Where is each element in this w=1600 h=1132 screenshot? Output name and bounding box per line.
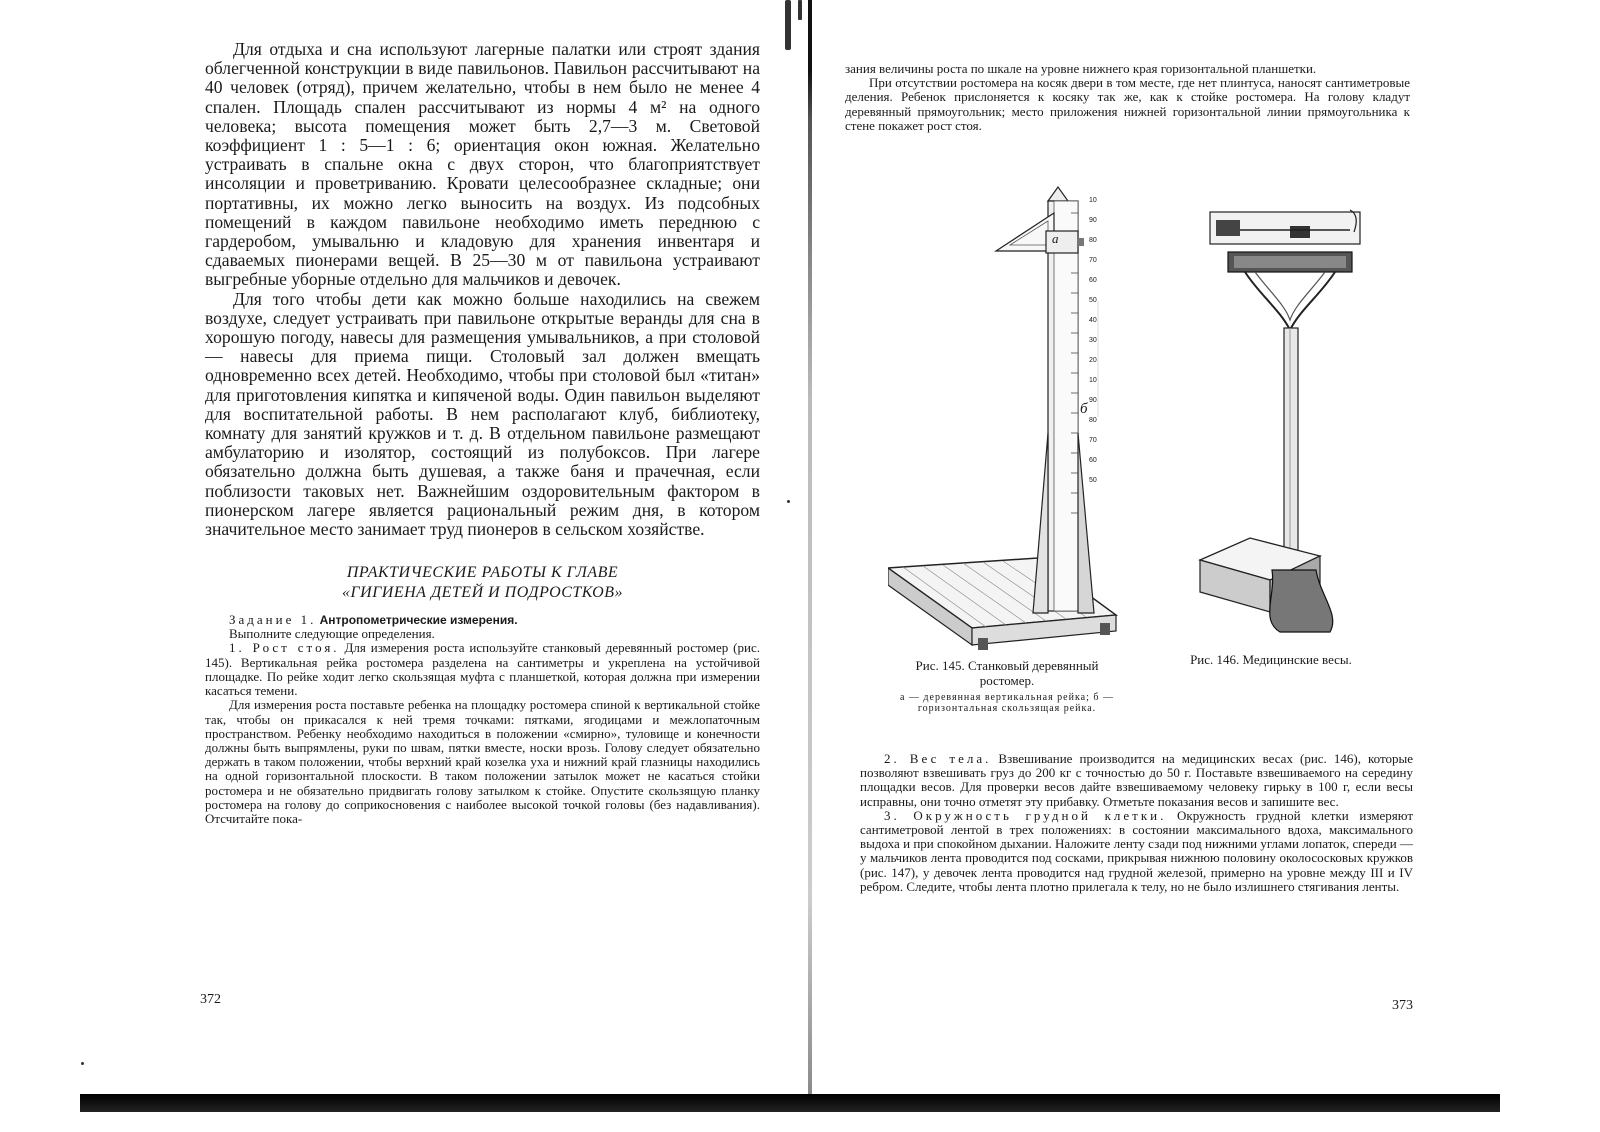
- label-b: б: [1080, 401, 1088, 417]
- scale-tick-label: 30: [1089, 337, 1097, 344]
- scan-bottom-edge: [80, 1094, 1500, 1112]
- figure-145-stadiometer: [888, 183, 1128, 653]
- figure-146-medical-scales: [1190, 200, 1380, 640]
- figure-145-legend: а — деревянная вертикальная рейка; б — горизонтальная скользящая рейка.: [899, 692, 1114, 714]
- paragraph: Для измерения роста поставьте ребенка на площадку ростомера спиной к вертикальной стойке так, чтобы он прикасался к ней тремя точками: пятками, ягодицами и межлопаточным пространством. Ребенку необходимо находиться в положении «смирно», туловище и конечности должны быть выпрямлены, руки по швам, пятки вместе, носки врозь. Голову следует обязательно держать в таком положении, чтобы верхний край козелка уха и нижний край глазницы находились на одной горизонтальной плоскости. В таком положении затылок может не касаться стойки ростомера и не обязательно придвигать голову затылком к стойке. Опустите скользящую планку ростомера на голову до соприкосновения с наиболее высокой точкой головы (без надавливания). Отсчитайте пока-: [205, 697, 760, 826]
- item-label: 3. Окружность грудной клетки.: [884, 807, 1167, 823]
- item-text: Взвешивание производится на медицинских весах (рис. 146), которые позволяют взвешивать груз до 200 кг с точностью до 50 г. Поставьте взвешиваемого на середину площадки весов. Для проверки весов дайте взвешиваемому человеку гирьку в 100 г, если весы исправны, они точно отметят эту прибавку. Отметьте показания весов и запишите вес.: [860, 751, 1413, 809]
- scale-tick-label: 80: [1089, 237, 1097, 244]
- right-page-lower: [860, 752, 1413, 894]
- scale-tick-label: 90: [1089, 397, 1097, 404]
- left-page: [205, 40, 760, 826]
- item-rost-stoya: [205, 641, 760, 698]
- scale-tick-label: 70: [1089, 257, 1097, 264]
- scale-tick-label: 40: [1089, 317, 1097, 324]
- item-label: 1. Рост стоя.: [229, 640, 340, 656]
- scan-artifact: [785, 0, 791, 50]
- item-text: Окружность грудной клетки измеряют сантиметровой лентой в трех положениях: в состоянии максимального вдоха, максимального выдоха и при спокойном дыхании. Наложите ленту сзади под нижними углами лопаток, спереди — у мальчиков лента проводится под сосками, прикрывая нижнюю половину околососковых кружков (рис. 147), у девочек лента проводится над грудной железой, примерно на уровне между III и IV ребром. Следите, чтобы лента плотно прилегала к телу, но не было излишнего стягивания ленты.: [860, 807, 1413, 894]
- task-title: [229, 613, 760, 627]
- scale-tick-label: 10: [1089, 377, 1097, 384]
- item-text: Для измерения роста используйте станковый деревянный ростомер (рис. 145). Вертикальная рейка ростомера разделена на сантиметры и укреплена на устойчивой площадке. По рейке ходит легко скользящая муфта с планшеткой, которая должна при измерении касаться темени.: [205, 640, 760, 699]
- task-label: Задание 1.: [229, 612, 317, 628]
- scale-numbers: [1089, 191, 1103, 491]
- book-spine: [808, 0, 812, 1100]
- scan-artifact: [787, 500, 790, 503]
- heading-line: «ГИГИЕНА ДЕТЕЙ И ПОДРОСТКОВ»: [342, 584, 623, 602]
- scale-tick-label: 20: [1089, 357, 1097, 364]
- paragraph: Для того чтобы дети как можно больше находились на свежем воздухе, следует устраивать при павильоне открытые веранды для сна в хорошую погоду, навесы для размещения умывальников, а при столовой — навесы для приема пищи. Столовый зал должен вмещать одновременно всех детей. Необходимо, чтобы при столовой был «титан» для приготовления кипятка и кипяченой воды. Один павильон выделяют для воспитательной работы. В нем располагают клуб, библиотеку, комнату для занятий кружков и т. д. В отдельном павильоне размещают амбулаторию и изолятор, состоящий из полубоксов. При лагере обязательно должна быть душевая, а также баня и прачечная, если поблизости таковых нет. Важнейшим оздоровительным фактором в пионерском лагере является рациональный режим дня, в котором значительное место занимает труд пионеров в сельском хозяйстве.: [205, 288, 760, 540]
- item-label: 2. Вес тела.: [884, 751, 992, 766]
- item-okruzhnost: [860, 809, 1413, 894]
- scan-artifact: [798, 0, 802, 20]
- scale-tick-label: 90: [1089, 217, 1097, 224]
- scale-tick-label: 10: [1089, 197, 1097, 204]
- scale-tick-label: 60: [1089, 457, 1097, 464]
- scale-tick-label: 70: [1089, 437, 1097, 444]
- task-intro: Выполните следующие определения.: [229, 626, 435, 642]
- paragraph: При отсутствии ростомера на косяк двери в том месте, где нет плинтуса, наносят сантиметровые деления. Ребенок прислоняется к косяку так же, как к стойке ростомера. На голову кладут деревянный прямоугольник; место приложения нижней горизонтальной линии прямоугольника к стене покажет рост стоя.: [845, 75, 1410, 133]
- item-ves-tela: [860, 752, 1413, 809]
- paragraph: зания величины роста по шкале на уровне нижнего края горизонтальной планшетки.: [845, 61, 1317, 76]
- page-number: 372: [200, 992, 221, 1007]
- scale-tick-label: 50: [1089, 297, 1097, 304]
- figure-145-caption: Рис. 145. Станковый деревянный ростомер.: [915, 658, 1099, 688]
- scale-tick-label: 60: [1089, 277, 1097, 284]
- right-page: [845, 62, 1410, 133]
- scale-tick-label: 50: [1089, 477, 1097, 484]
- scale-tick-label: 80: [1089, 417, 1097, 424]
- paragraph: Для отдыха и сна используют лагерные палатки или строят здания облегченной конструкции в виде павильонов. Павильон рассчитывают на 40 человек (отряд), причем желательно, чтобы в нем было не менее 4 спален. Площадь спален рассчитывают из нормы 4 м² на одного человека; высота помещения может быть 2,7—3 м. Световой коэффициент 1 : 5—1 : 6; ориентация окон южная. Желательно устраивать в спальне окна с двух сторон, что благоприятствует инсоляции и проветриванию. Кровати целесообразнее складные; они портативны, их можно легко выносить на воздух. Из подсобных помещений в каждом павильоне необходимо иметь переднюю с гардеробом, умывальню и кладовую для хранения инвентаря и сдаваемых пионерами вещей. В 25—30 м от павильона устраивают выгребные уборные отдельно для мальчиков и девочек.: [205, 39, 760, 290]
- page-number: 373: [1392, 998, 1413, 1013]
- label-a: а: [1052, 231, 1059, 246]
- figure-145-caption-block: [890, 658, 1124, 714]
- figure-146-caption: Рис. 146. Медицинские весы.: [1190, 652, 1352, 667]
- heading-line: ПРАКТИЧЕСКИЕ РАБОТЫ К ГЛАВЕ: [346, 564, 619, 582]
- scales-illustration: [1190, 200, 1380, 640]
- scan-artifact: [81, 1062, 84, 1065]
- section-heading: [205, 563, 760, 603]
- task-name: Антропометрические измерения.: [319, 613, 518, 628]
